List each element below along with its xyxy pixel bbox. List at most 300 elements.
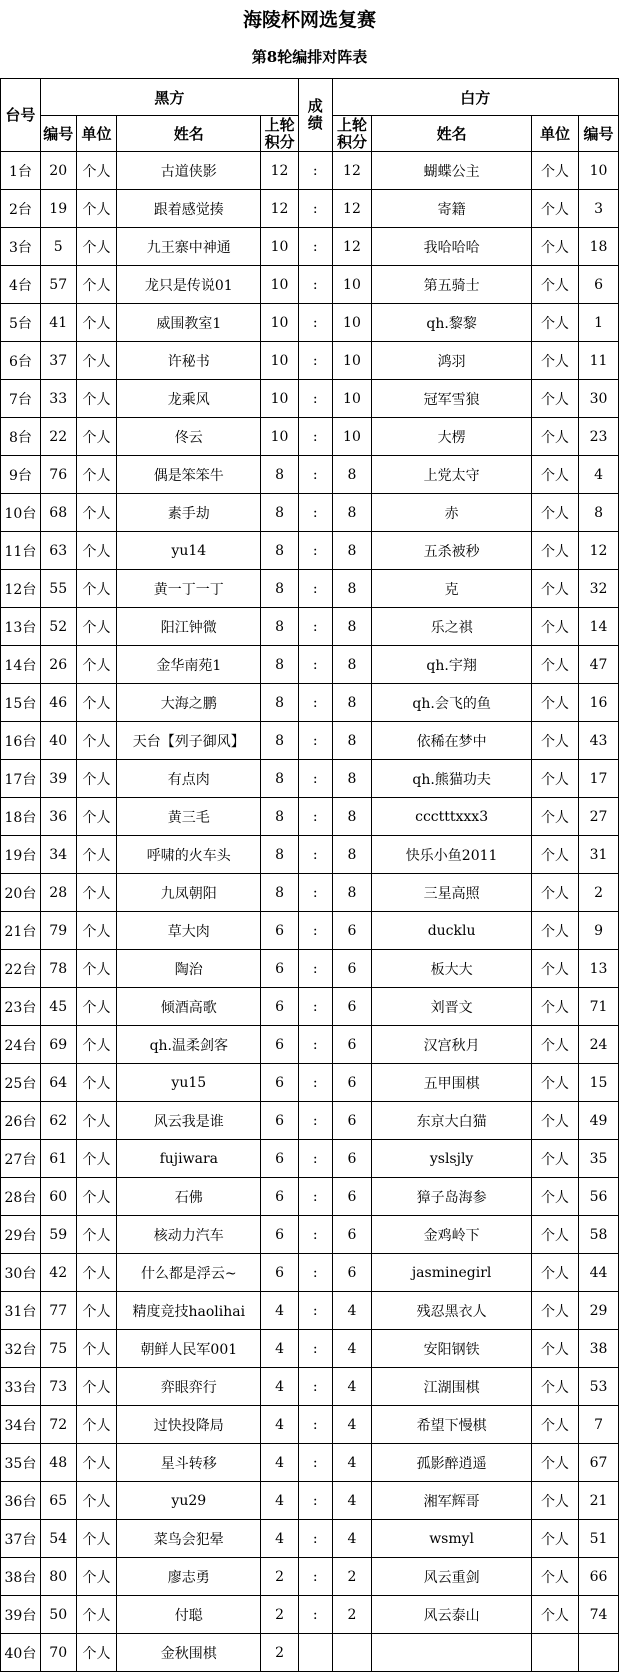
- result-cell: :: [298, 304, 332, 342]
- white-score-cell: 12: [332, 152, 372, 190]
- black-name-cell: 什么都是浮云~: [117, 1254, 261, 1292]
- board-cell: 32台: [1, 1330, 41, 1368]
- white-score-cell: 6: [332, 1140, 372, 1178]
- white-unit-cell: 个人: [531, 1254, 578, 1292]
- board-cell: 29台: [1, 1216, 41, 1254]
- black-score-cell: 6: [261, 1178, 299, 1216]
- black-unit-cell: 个人: [76, 304, 117, 342]
- black-score-cell: 6: [261, 950, 299, 988]
- black-unit-cell: 个人: [76, 1520, 117, 1558]
- table-row: [1, 456, 619, 494]
- black-name-cell: 许秘书: [117, 342, 261, 380]
- black-no-cell: 77: [40, 1292, 76, 1330]
- result-cell: :: [298, 1178, 332, 1216]
- board-cell: 10台: [1, 494, 41, 532]
- black-unit-cell: 个人: [76, 798, 117, 836]
- white-unit-cell: 个人: [531, 608, 578, 646]
- black-no-cell: 40: [40, 722, 76, 760]
- black-no-header: 编号: [40, 116, 76, 152]
- black-unit-cell: 个人: [76, 1444, 117, 1482]
- table-row: [1, 152, 619, 190]
- result-cell: :: [298, 532, 332, 570]
- result-cell: :: [298, 1520, 332, 1558]
- table-row: [1, 266, 619, 304]
- black-name-cell: 核动力汽车: [117, 1216, 261, 1254]
- table-row: [1, 1558, 619, 1596]
- black-unit-cell: 个人: [76, 1140, 117, 1178]
- black-score-cell: 8: [261, 532, 299, 570]
- table-row: [1, 950, 619, 988]
- white-name-cell: qh.黎黎: [372, 304, 531, 342]
- board-cell: 16台: [1, 722, 41, 760]
- black-name-cell: 佟云: [117, 418, 261, 456]
- black-name-cell: 风云我是谁: [117, 1102, 261, 1140]
- black-no-cell: 54: [40, 1520, 76, 1558]
- black-unit-cell: 个人: [76, 1482, 117, 1520]
- board-cell: 27台: [1, 1140, 41, 1178]
- white-name-cell: 东京大白猫: [372, 1102, 531, 1140]
- result-cell: :: [298, 1444, 332, 1482]
- table-row: [1, 1330, 619, 1368]
- white-unit-cell: 个人: [531, 228, 578, 266]
- black-no-cell: 59: [40, 1216, 76, 1254]
- white-no-cell: 4: [579, 456, 619, 494]
- white-score-cell: 4: [332, 1368, 372, 1406]
- black-score-cell: 10: [261, 418, 299, 456]
- table-row: [1, 1102, 619, 1140]
- table-row: [1, 532, 619, 570]
- black-no-cell: 61: [40, 1140, 76, 1178]
- result-cell: :: [298, 1254, 332, 1292]
- white-unit-cell: 个人: [531, 798, 578, 836]
- white-no-cell: 17: [579, 760, 619, 798]
- black-score-cell: 12: [261, 152, 299, 190]
- table-row: [1, 760, 619, 798]
- white-name-cell: 快乐小鱼2011: [372, 836, 531, 874]
- board-cell: 1台: [1, 152, 41, 190]
- white-name-cell: jasminegirl: [372, 1254, 531, 1292]
- black-score-cell: 2: [261, 1596, 299, 1634]
- black-unit-cell: 个人: [76, 950, 117, 988]
- result-cell: :: [298, 570, 332, 608]
- white-unit-cell: 个人: [531, 646, 578, 684]
- table-row: [1, 228, 619, 266]
- table-row: [1, 1292, 619, 1330]
- white-score-cell: 12: [332, 228, 372, 266]
- black-name-cell: 九王寨中神通: [117, 228, 261, 266]
- white-score-cell: 8: [332, 874, 372, 912]
- black-score-cell: 6: [261, 912, 299, 950]
- white-score-cell: 12: [332, 190, 372, 228]
- table-row: [1, 1482, 619, 1520]
- white-no-cell: 27: [579, 798, 619, 836]
- white-no-cell: 16: [579, 684, 619, 722]
- black-no-cell: 26: [40, 646, 76, 684]
- black-no-cell: 64: [40, 1064, 76, 1102]
- table-row: [1, 646, 619, 684]
- white-score-cell: 6: [332, 1216, 372, 1254]
- black-score-cell: 2: [261, 1558, 299, 1596]
- white-unit-cell: 个人: [531, 684, 578, 722]
- result-cell: :: [298, 684, 332, 722]
- white-score-cell: 8: [332, 608, 372, 646]
- black-unit-cell: 个人: [76, 1292, 117, 1330]
- result-cell: :: [298, 1026, 332, 1064]
- white-unit-header: 单位: [531, 116, 578, 152]
- black-score-cell: 4: [261, 1368, 299, 1406]
- white-no-cell: 6: [579, 266, 619, 304]
- board-cell: 40台: [1, 1634, 41, 1672]
- result-cell: :: [298, 608, 332, 646]
- result-cell: :: [298, 1292, 332, 1330]
- result-cell: :: [298, 1406, 332, 1444]
- black-unit-cell: 个人: [76, 1254, 117, 1292]
- white-no-cell: 43: [579, 722, 619, 760]
- white-score-cell: 6: [332, 1026, 372, 1064]
- table-row: [1, 798, 619, 836]
- white-unit-cell: 个人: [531, 380, 578, 418]
- result-cell: :: [298, 418, 332, 456]
- black-name-cell: 偶是笨笨牛: [117, 456, 261, 494]
- black-unit-cell: 个人: [76, 1064, 117, 1102]
- board-cell: 11台: [1, 532, 41, 570]
- black-name-cell: 素手劫: [117, 494, 261, 532]
- black-no-cell: 52: [40, 608, 76, 646]
- white-no-cell: 51: [579, 1520, 619, 1558]
- result-cell: :: [298, 988, 332, 1026]
- white-unit-cell: 个人: [531, 418, 578, 456]
- board-cell: 36台: [1, 1482, 41, 1520]
- white-score-cell: 6: [332, 1064, 372, 1102]
- white-name-cell: 第五骑士: [372, 266, 531, 304]
- white-unit-cell: 个人: [531, 950, 578, 988]
- white-no-cell: 58: [579, 1216, 619, 1254]
- result-cell: :: [298, 912, 332, 950]
- black-no-cell: 37: [40, 342, 76, 380]
- black-no-cell: 69: [40, 1026, 76, 1064]
- board-cell: 34台: [1, 1406, 41, 1444]
- white-no-cell: 38: [579, 1330, 619, 1368]
- black-no-cell: 70: [40, 1634, 76, 1672]
- black-unit-cell: 个人: [76, 532, 117, 570]
- white-no-cell: 7: [579, 1406, 619, 1444]
- white-unit-cell: 个人: [531, 760, 578, 798]
- black-score-cell: 8: [261, 760, 299, 798]
- black-score-cell: 6: [261, 1140, 299, 1178]
- black-no-cell: 72: [40, 1406, 76, 1444]
- white-name-cell: 我哈哈哈: [372, 228, 531, 266]
- black-score-cell: 10: [261, 380, 299, 418]
- white-score-cell: [332, 1634, 372, 1672]
- white-unit-cell: 个人: [531, 1292, 578, 1330]
- black-unit-cell: 个人: [76, 570, 117, 608]
- white-name-cell: 鸿羽: [372, 342, 531, 380]
- white-name-cell: 五杀被秒: [372, 532, 531, 570]
- black-unit-cell: 个人: [76, 1634, 117, 1672]
- black-no-cell: 60: [40, 1178, 76, 1216]
- white-unit-cell: 个人: [531, 570, 578, 608]
- result-cell: :: [298, 456, 332, 494]
- black-score-cell: 6: [261, 1026, 299, 1064]
- table-row: [1, 1140, 619, 1178]
- white-name-cell: 江湖围棋: [372, 1368, 531, 1406]
- white-no-cell: 49: [579, 1102, 619, 1140]
- board-cell: 37台: [1, 1520, 41, 1558]
- table-row: [1, 1216, 619, 1254]
- black-name-cell: 付聪: [117, 1596, 261, 1634]
- white-score-cell: 8: [332, 798, 372, 836]
- white-name-cell: 风云重剑: [372, 1558, 531, 1596]
- black-score-cell: 8: [261, 874, 299, 912]
- white-no-cell: [579, 1634, 619, 1672]
- white-unit-cell: 个人: [531, 532, 578, 570]
- white-score-cell: 8: [332, 494, 372, 532]
- white-name-cell: 湘军辉哥: [372, 1482, 531, 1520]
- white-no-cell: 2: [579, 874, 619, 912]
- white-name-cell: 寄籍: [372, 190, 531, 228]
- black-name-cell: 倾酒高歌: [117, 988, 261, 1026]
- white-unit-cell: 个人: [531, 1520, 578, 1558]
- white-name-cell: 獐子岛海参: [372, 1178, 531, 1216]
- black-unit-cell: 个人: [76, 494, 117, 532]
- white-no-cell: 71: [579, 988, 619, 1026]
- black-score-cell: 6: [261, 1064, 299, 1102]
- white-no-header: 编号: [579, 116, 619, 152]
- white-no-cell: 8: [579, 494, 619, 532]
- black-no-cell: 79: [40, 912, 76, 950]
- black-name-cell: 陶治: [117, 950, 261, 988]
- black-score-cell: 4: [261, 1292, 299, 1330]
- white-name-header: 姓名: [372, 116, 531, 152]
- black-unit-cell: 个人: [76, 456, 117, 494]
- white-score-cell: 4: [332, 1292, 372, 1330]
- black-name-cell: 草大肉: [117, 912, 261, 950]
- white-unit-cell: 个人: [531, 456, 578, 494]
- black-side-header: 黑方: [40, 79, 298, 116]
- board-header: 台号: [1, 79, 41, 152]
- black-no-cell: 63: [40, 532, 76, 570]
- board-cell: 4台: [1, 266, 41, 304]
- black-no-cell: 73: [40, 1368, 76, 1406]
- white-score-cell: 4: [332, 1520, 372, 1558]
- white-unit-cell: 个人: [531, 1178, 578, 1216]
- board-cell: 15台: [1, 684, 41, 722]
- black-unit-cell: 个人: [76, 874, 117, 912]
- white-name-cell: 汉宫秋月: [372, 1026, 531, 1064]
- black-name-cell: 弈眼弈行: [117, 1368, 261, 1406]
- black-name-cell: 廖志勇: [117, 1558, 261, 1596]
- white-score-cell: 6: [332, 912, 372, 950]
- white-unit-cell: 个人: [531, 1482, 578, 1520]
- result-cell: :: [298, 646, 332, 684]
- board-cell: 8台: [1, 418, 41, 456]
- black-name-cell: 黄三毛: [117, 798, 261, 836]
- black-unit-cell: 个人: [76, 760, 117, 798]
- black-unit-cell: 个人: [76, 418, 117, 456]
- white-no-cell: 31: [579, 836, 619, 874]
- board-cell: 13台: [1, 608, 41, 646]
- white-score-cell: 4: [332, 1482, 372, 1520]
- white-no-cell: 47: [579, 646, 619, 684]
- white-name-cell: 三星高照: [372, 874, 531, 912]
- board-cell: 26台: [1, 1102, 41, 1140]
- white-unit-cell: 个人: [531, 266, 578, 304]
- black-no-cell: 22: [40, 418, 76, 456]
- table-row: [1, 380, 619, 418]
- black-unit-cell: 个人: [76, 1330, 117, 1368]
- table-row: [1, 418, 619, 456]
- black-score-cell: 8: [261, 494, 299, 532]
- white-score-cell: 8: [332, 760, 372, 798]
- white-unit-cell: 个人: [531, 836, 578, 874]
- white-unit-cell: 个人: [531, 1596, 578, 1634]
- black-unit-cell: 个人: [76, 1102, 117, 1140]
- white-score-cell: 8: [332, 646, 372, 684]
- black-unit-cell: 个人: [76, 266, 117, 304]
- result-cell: :: [298, 1140, 332, 1178]
- black-name-cell: 龙只是传说01: [117, 266, 261, 304]
- white-score-cell: 10: [332, 380, 372, 418]
- black-name-cell: qh.温柔剑客: [117, 1026, 261, 1064]
- board-cell: 22台: [1, 950, 41, 988]
- board-cell: 6台: [1, 342, 41, 380]
- white-score-cell: 6: [332, 1178, 372, 1216]
- white-unit-cell: 个人: [531, 190, 578, 228]
- white-unit-cell: 个人: [531, 1558, 578, 1596]
- black-unit-cell: 个人: [76, 1406, 117, 1444]
- black-no-cell: 5: [40, 228, 76, 266]
- white-no-cell: 35: [579, 1140, 619, 1178]
- board-cell: 25台: [1, 1064, 41, 1102]
- white-name-cell: yslsjly: [372, 1140, 531, 1178]
- white-no-cell: 67: [579, 1444, 619, 1482]
- white-no-cell: 14: [579, 608, 619, 646]
- table-row: [1, 988, 619, 1026]
- white-unit-cell: 个人: [531, 1406, 578, 1444]
- white-score-cell: 8: [332, 684, 372, 722]
- result-cell: :: [298, 1482, 332, 1520]
- black-name-cell: yu15: [117, 1064, 261, 1102]
- black-score-cell: 4: [261, 1406, 299, 1444]
- white-name-cell: 孤影醉逍遥: [372, 1444, 531, 1482]
- result-cell: [298, 1634, 332, 1672]
- white-name-cell: ccctttxxx3: [372, 798, 531, 836]
- black-score-cell: 6: [261, 1254, 299, 1292]
- black-score-cell: 10: [261, 266, 299, 304]
- black-score-cell: 6: [261, 988, 299, 1026]
- white-no-cell: 44: [579, 1254, 619, 1292]
- black-no-cell: 45: [40, 988, 76, 1026]
- black-unit-cell: 个人: [76, 190, 117, 228]
- black-no-cell: 76: [40, 456, 76, 494]
- black-no-cell: 41: [40, 304, 76, 342]
- black-score-header: 上轮积分: [261, 116, 299, 152]
- white-no-cell: 21: [579, 1482, 619, 1520]
- black-unit-cell: 个人: [76, 380, 117, 418]
- black-unit-cell: 个人: [76, 1216, 117, 1254]
- white-no-cell: 3: [579, 190, 619, 228]
- black-unit-cell: 个人: [76, 836, 117, 874]
- white-side-header: 白方: [332, 79, 618, 116]
- white-unit-cell: 个人: [531, 1140, 578, 1178]
- black-no-cell: 65: [40, 1482, 76, 1520]
- table-row: [1, 912, 619, 950]
- board-cell: 9台: [1, 456, 41, 494]
- white-name-cell: 乐之祺: [372, 608, 531, 646]
- page-subtitle: 第8轮编排对阵表: [251, 48, 368, 66]
- black-name-cell: 天台【列子御风】: [117, 722, 261, 760]
- black-score-cell: 8: [261, 684, 299, 722]
- black-name-cell: 有点肉: [117, 760, 261, 798]
- black-name-cell: 精度竞技haolihai: [117, 1292, 261, 1330]
- black-name-cell: 星斗转移: [117, 1444, 261, 1482]
- table-row: [1, 494, 619, 532]
- result-cell: :: [298, 1064, 332, 1102]
- black-score-cell: 8: [261, 836, 299, 874]
- white-score-cell: 10: [332, 342, 372, 380]
- white-score-cell: 6: [332, 1102, 372, 1140]
- white-name-cell: qh.会飞的鱼: [372, 684, 531, 722]
- board-cell: 23台: [1, 988, 41, 1026]
- result-cell: :: [298, 836, 332, 874]
- black-unit-cell: 个人: [76, 608, 117, 646]
- board-cell: 31台: [1, 1292, 41, 1330]
- white-unit-cell: 个人: [531, 1444, 578, 1482]
- result-cell: :: [298, 342, 332, 380]
- black-unit-cell: 个人: [76, 646, 117, 684]
- black-name-cell: 石佛: [117, 1178, 261, 1216]
- white-score-cell: 6: [332, 1254, 372, 1292]
- white-unit-cell: 个人: [531, 1102, 578, 1140]
- black-score-cell: 6: [261, 1216, 299, 1254]
- board-cell: 28台: [1, 1178, 41, 1216]
- result-cell: :: [298, 380, 332, 418]
- table-row: [1, 190, 619, 228]
- white-score-cell: 4: [332, 1330, 372, 1368]
- white-name-cell: 克: [372, 570, 531, 608]
- black-no-cell: 42: [40, 1254, 76, 1292]
- board-cell: 5台: [1, 304, 41, 342]
- white-unit-cell: 个人: [531, 304, 578, 342]
- table-row: [1, 608, 619, 646]
- black-score-cell: 4: [261, 1482, 299, 1520]
- white-no-cell: 53: [579, 1368, 619, 1406]
- white-score-cell: 10: [332, 304, 372, 342]
- black-unit-cell: 个人: [76, 1596, 117, 1634]
- result-cell: :: [298, 1558, 332, 1596]
- board-cell: 19台: [1, 836, 41, 874]
- result-cell: :: [298, 722, 332, 760]
- pairing-table: [0, 78, 619, 1672]
- black-name-cell: fujiwara: [117, 1140, 261, 1178]
- table-row: [1, 684, 619, 722]
- black-unit-cell: 个人: [76, 1558, 117, 1596]
- black-name-cell: 古道侠影: [117, 152, 261, 190]
- white-name-cell: wsmyl: [372, 1520, 531, 1558]
- white-score-cell: 8: [332, 570, 372, 608]
- table-row: [1, 1178, 619, 1216]
- table-row: [1, 1368, 619, 1406]
- black-name-cell: 金秋围棋: [117, 1634, 261, 1672]
- black-unit-header: 单位: [76, 116, 117, 152]
- white-name-cell: 蝴蝶公主: [372, 152, 531, 190]
- black-name-cell: 龙乘风: [117, 380, 261, 418]
- result-header: 成绩: [298, 79, 332, 152]
- black-no-cell: 20: [40, 152, 76, 190]
- board-cell: 33台: [1, 1368, 41, 1406]
- white-score-cell: 2: [332, 1596, 372, 1634]
- black-no-cell: 48: [40, 1444, 76, 1482]
